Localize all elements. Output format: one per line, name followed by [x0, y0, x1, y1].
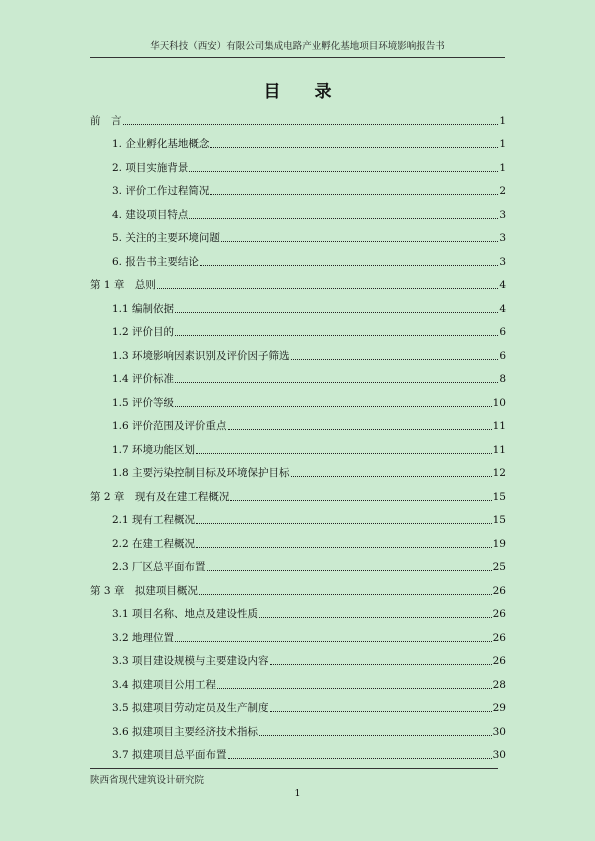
toc-leader-dots — [175, 406, 492, 407]
toc-entry-page: 3 — [499, 232, 506, 244]
toc-entry-label: 1.1 编制依据 — [112, 302, 175, 315]
toc-entry-page: 11 — [492, 443, 506, 456]
toc-entry-page: 30 — [492, 725, 506, 738]
toc-entry-label: 5. 关注的主要环境问题 — [112, 232, 220, 244]
toc-entry-label: 3.1 项目名称、地点及建设性质 — [112, 608, 259, 620]
page-number: 1 — [294, 788, 301, 799]
toc-entry[interactable] — [90, 245, 506, 269]
toc-entry-page: 4 — [499, 302, 506, 315]
toc-entry[interactable] — [90, 269, 506, 293]
toc-entry[interactable] — [90, 504, 506, 528]
toc-leader-dots — [175, 382, 498, 383]
toc-leader-dots — [230, 500, 491, 501]
toc-leader-dots — [207, 570, 492, 571]
toc-entry[interactable] — [90, 386, 506, 410]
footer-org: 陕西省现代建筑设计研究院 — [90, 775, 205, 786]
toc-entry-page: 3 — [499, 255, 506, 268]
toc-entry-label: 4. 建设项目特点 — [112, 208, 189, 221]
toc-leader-dots — [189, 218, 498, 219]
toc-entry[interactable] — [90, 292, 506, 316]
toc-entry-page: 6 — [499, 326, 506, 338]
toc-entry[interactable] — [90, 739, 506, 763]
toc-entry-page: 3 — [499, 208, 506, 221]
toc-entry[interactable] — [90, 457, 506, 481]
toc-entry[interactable] — [90, 316, 506, 340]
toc-entry-label: 1.8 主要污染控制目标及环境保护目标 — [112, 467, 290, 479]
toc-entry[interactable] — [90, 433, 506, 457]
toc-leader-dots — [175, 335, 498, 336]
toc-entry-page: 25 — [492, 561, 506, 573]
toc-leader-dots — [196, 547, 492, 548]
toc-leader-dots — [200, 265, 498, 266]
toc-entry-page: 12 — [492, 467, 506, 479]
toc-entry-label: 2.2 在建工程概况 — [112, 537, 196, 550]
toc-leader-dots — [199, 594, 492, 595]
toc-entry-page: 10 — [492, 396, 506, 409]
toc-entry-page: 15 — [492, 514, 506, 526]
toc-leader-dots — [221, 241, 498, 242]
toc-entry[interactable] — [90, 715, 506, 739]
toc-entry-label: 1. 企业孵化基地概念 — [112, 138, 210, 150]
toc-entry-label: 1.4 评价标准 — [112, 373, 175, 385]
toc-entry-page: 1 — [499, 138, 506, 150]
toc-leader-dots — [196, 453, 492, 454]
toc-leader-dots — [270, 664, 492, 665]
toc-leader-dots — [270, 711, 492, 712]
toc-entry-label: 第 2 章 现有及在建工程概况 — [90, 490, 230, 503]
toc-entry-label: 1.2 评价目的 — [112, 326, 175, 338]
table-of-contents — [90, 104, 506, 762]
toc-entry-page: 28 — [492, 678, 506, 691]
toc-entry-page: 1 — [499, 161, 506, 174]
toc-entry-page: 26 — [492, 631, 506, 644]
page-title: 目 录 — [263, 82, 346, 102]
toc-leader-dots — [189, 171, 498, 172]
toc-leader-dots — [175, 641, 492, 642]
toc-entry-label: 3.5 拟建项目劳动定员及生产制度 — [112, 702, 269, 714]
toc-leader-dots — [210, 147, 498, 148]
toc-entry-label: 3.2 地理位置 — [112, 631, 175, 644]
toc-leader-dots — [291, 476, 492, 477]
toc-entry-label: 第 1 章 总则 — [90, 279, 156, 291]
toc-entry[interactable] — [90, 363, 506, 387]
toc-leader-dots — [259, 735, 492, 736]
toc-entry[interactable] — [90, 151, 506, 175]
toc-leader-dots — [157, 288, 498, 289]
toc-leader-dots — [123, 124, 499, 125]
toc-entry-page: 30 — [492, 749, 506, 761]
toc-entry[interactable] — [90, 198, 506, 222]
toc-entry-page: 8 — [499, 373, 506, 385]
toc-entry-label: 3.3 项目建设规模与主要建设内容 — [112, 655, 269, 667]
toc-entry-page: 6 — [499, 349, 506, 362]
toc-entry-page: 1 — [499, 114, 506, 127]
toc-entry-page: 19 — [492, 537, 506, 550]
toc-entry-page: 11 — [492, 420, 506, 432]
toc-entry-label: 3.4 拟建项目公用工程 — [112, 678, 217, 691]
toc-entry[interactable] — [90, 222, 506, 246]
toc-entry[interactable] — [90, 339, 506, 363]
toc-leader-dots — [291, 359, 499, 360]
toc-leader-dots — [196, 523, 492, 524]
toc-leader-dots — [210, 194, 498, 195]
toc-entry[interactable] — [90, 645, 506, 669]
toc-entry[interactable] — [90, 551, 506, 575]
running-header: 华天科技（西安）有限公司集成电路产业孵化基地项目环境影响报告书 — [90, 41, 505, 58]
toc-entry-page: 4 — [499, 279, 506, 291]
toc-entry-label: 1.6 评价范围及评价重点 — [112, 420, 227, 432]
toc-entry[interactable] — [90, 527, 506, 551]
toc-entry-label: 前 言 — [90, 114, 122, 127]
toc-entry-label: 1.5 评价等级 — [112, 396, 175, 409]
toc-entry-label: 1.7 环境功能区划 — [112, 443, 196, 456]
toc-entry[interactable] — [90, 668, 506, 692]
toc-entry-label: 3.7 拟建项目总平面布置 — [112, 749, 227, 761]
toc-leader-dots — [228, 758, 492, 759]
toc-entry-page: 15 — [492, 490, 506, 503]
toc-entry-page: 29 — [492, 702, 506, 714]
toc-entry-page: 26 — [492, 608, 506, 620]
footer-divider — [90, 768, 498, 769]
toc-entry[interactable] — [90, 598, 506, 622]
toc-entry-label: 1.3 环境影响因素识别及评价因子筛选 — [112, 349, 290, 362]
toc-entry[interactable] — [90, 621, 506, 645]
toc-entry-label: 2. 项目实施背景 — [112, 161, 189, 174]
toc-leader-dots — [175, 312, 498, 313]
toc-leader-dots — [228, 429, 492, 430]
toc-entry[interactable] — [90, 692, 506, 716]
toc-entry[interactable] — [90, 104, 506, 128]
toc-entry-page: 26 — [492, 584, 506, 597]
toc-entry-label: 3. 评价工作过程简况 — [112, 185, 210, 197]
toc-entry-page: 26 — [492, 655, 506, 667]
toc-entry[interactable] — [90, 175, 506, 199]
toc-entry-label: 第 3 章 拟建项目概况 — [90, 584, 198, 597]
toc-entry[interactable] — [90, 410, 506, 434]
toc-leader-dots — [217, 688, 492, 689]
toc-entry[interactable] — [90, 574, 506, 598]
toc-entry-label: 2.1 现有工程概况 — [112, 514, 196, 526]
toc-entry[interactable] — [90, 128, 506, 152]
toc-entry[interactable] — [90, 480, 506, 504]
toc-entry-label: 6. 报告书主要结论 — [112, 255, 199, 268]
toc-entry-label: 2.3 厂区总平面布置 — [112, 561, 206, 573]
toc-entry-label: 3.6 拟建项目主要经济技术指标 — [112, 725, 259, 738]
toc-leader-dots — [259, 617, 492, 618]
toc-entry-page: 2 — [499, 185, 506, 197]
